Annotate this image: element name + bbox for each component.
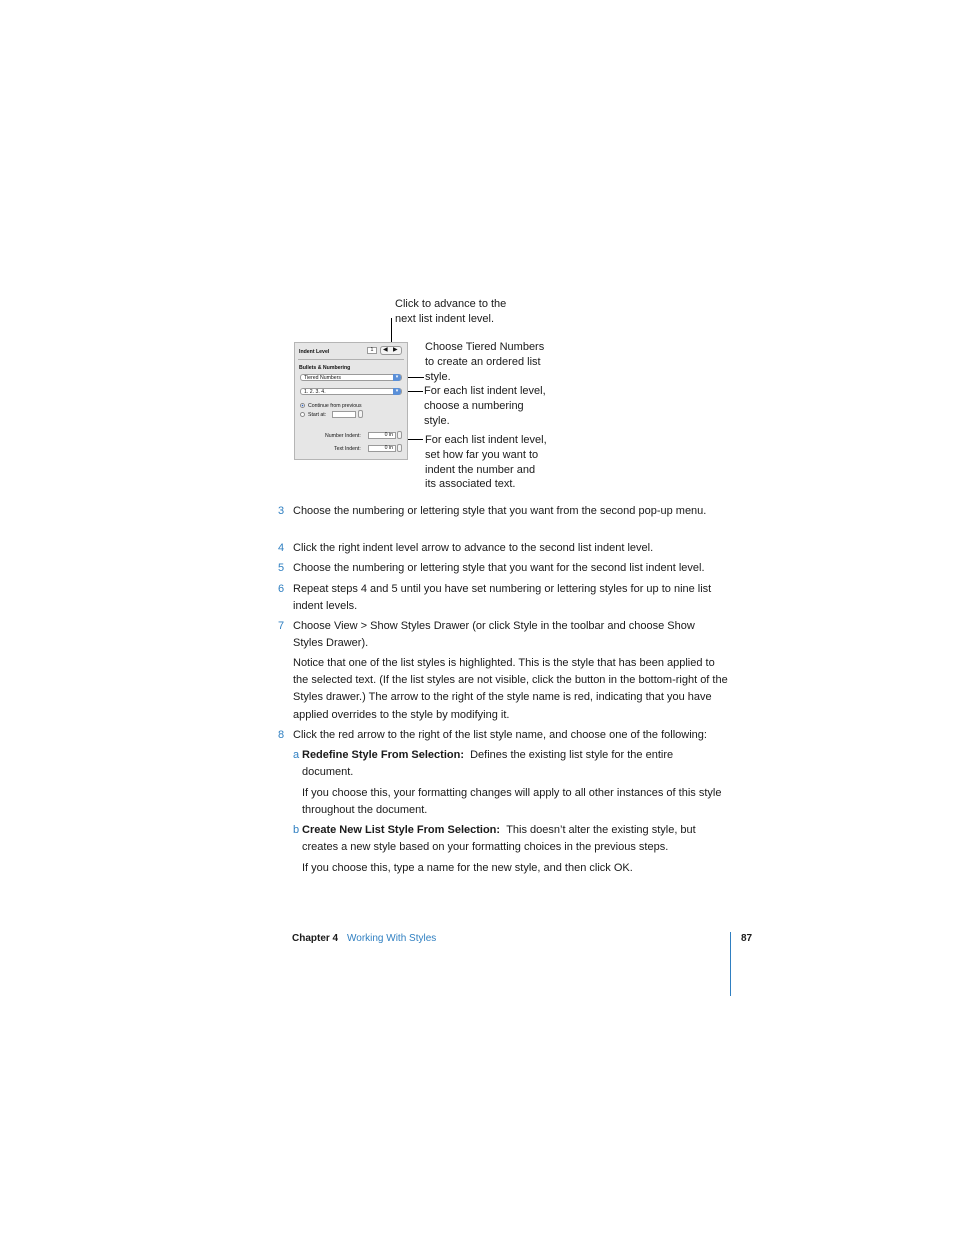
step-text: Repeat steps 4 and 5 until you have set numbering or lettering styles for up to nine list indent levels. <box>293 583 712 613</box>
step-item <box>278 727 738 744</box>
step-item <box>278 540 738 557</box>
option-letter: b <box>293 824 300 836</box>
continue-radio[interactable] <box>300 403 305 408</box>
option-note: If you choose this, type a name for the new style, and then click OK. <box>302 862 633 874</box>
bullets-numbering-label: Bullets & Numbering <box>299 365 351 371</box>
option-item <box>293 822 723 856</box>
step-number: 3 <box>278 505 285 517</box>
number-indent-label: Number Indent: <box>325 433 361 439</box>
step-item <box>278 618 738 652</box>
page-number: 87 <box>741 933 753 944</box>
start-at-field[interactable] <box>332 411 356 418</box>
callout-line: its associated text. <box>425 478 516 491</box>
option-term: Create New List Style From Selection: <box>302 824 501 836</box>
callout-line: Click to advance to the <box>395 298 507 310</box>
indent-level-label: Indent Level <box>299 349 330 355</box>
option-text: This doesn’t alter the existing style, but creates a new style based on your formatting choices in the previous steps. <box>302 824 696 854</box>
list-inspector-panel <box>294 342 408 460</box>
footer-chapter: Chapter 4 <box>292 933 339 944</box>
arrow-right-icon[interactable]: ▶ <box>393 347 398 353</box>
step-item <box>278 581 738 615</box>
bullets-select-value: Tiered Numbers <box>304 375 341 381</box>
start-at-stepper[interactable] <box>358 410 363 418</box>
callout-line: For each list indent level, <box>425 434 547 446</box>
chevron-down-icon: ▾ <box>393 374 401 381</box>
footer-chapter-title[interactable]: Working With Styles <box>347 933 437 944</box>
step-7-note: Notice that one of the list styles is highlighted. This is the style that has been applied to the selected text. (If the list styles are not visible, click the button in the bottom-right of the Styles drawer.) The arrow to the right of the style name is red, indicating that you have applied overrides to the style by modifying it. <box>293 657 728 721</box>
callout-line: Choose Tiered Numbers <box>425 341 545 353</box>
step-text: Choose View > Show Styles Drawer (or click Style in the toolbar and choose Show Styles Drawer). <box>293 620 695 650</box>
callout-line: indent the number and <box>425 463 536 476</box>
text-indent-label: Text Indent: <box>334 446 361 452</box>
callout-line: to create an ordered list <box>425 355 541 368</box>
callout-line: choose a numbering <box>424 399 524 412</box>
numbering-select-value: 1. 2. 3. 4. <box>304 389 326 395</box>
step-item <box>278 560 738 577</box>
step-number: 7 <box>278 620 285 632</box>
step-number: 6 <box>278 583 285 595</box>
step-number: 8 <box>278 729 285 741</box>
callout-numbering-style <box>424 384 546 428</box>
callout-line: next list indent level. <box>395 312 495 325</box>
arrow-left-icon[interactable]: ◀ <box>383 347 388 353</box>
step-number: 4 <box>278 542 285 554</box>
callout-advance <box>395 297 506 327</box>
number-indent-field[interactable]: 0 in <box>368 432 396 439</box>
callout-line: style. <box>425 370 451 383</box>
footer-rule <box>730 932 731 996</box>
callout-line: style. <box>424 414 450 427</box>
step-text: Choose the numbering or lettering style that you want for the second list indent level. <box>293 562 705 574</box>
option-text: Defines the existing list style for the entire document. <box>302 749 674 779</box>
start-at-radio[interactable] <box>300 412 305 417</box>
callout-line: For each list indent level, <box>424 385 546 397</box>
text-indent-stepper[interactable] <box>397 444 402 452</box>
option-letter: a <box>293 749 300 761</box>
option-term: Redefine Style From Selection: <box>302 749 464 761</box>
numbering-select[interactable] <box>300 388 402 395</box>
step-text: Click the right indent level arrow to advance to the second list indent level. <box>293 542 654 554</box>
number-indent-stepper[interactable] <box>397 431 402 439</box>
step-text: Choose the numbering or lettering style that you want from the second pop-up menu. <box>293 505 707 517</box>
callout-line: set how far you want to <box>425 448 539 461</box>
continue-label: Continue from previous <box>308 403 362 409</box>
option-item <box>293 747 723 781</box>
callout-indent <box>425 433 547 492</box>
chevron-down-icon: ▾ <box>393 388 401 395</box>
start-at-label: Start at: <box>308 412 327 418</box>
step-text: Click the red arrow to the right of the list style name, and choose one of the following: <box>293 729 707 741</box>
text-indent-field[interactable]: 0 in <box>368 445 396 452</box>
step-number: 5 <box>278 562 285 574</box>
step-item <box>278 503 738 520</box>
callout-tiered <box>425 340 544 384</box>
option-note: If you choose this, your formatting changes will apply to all other instances of this style throughout the document. <box>302 787 722 817</box>
divider <box>298 359 404 360</box>
indent-level-field[interactable]: 1 <box>367 347 377 354</box>
bullets-select[interactable] <box>300 374 402 381</box>
indent-level-arrows <box>380 346 402 355</box>
leader-line <box>408 439 423 440</box>
